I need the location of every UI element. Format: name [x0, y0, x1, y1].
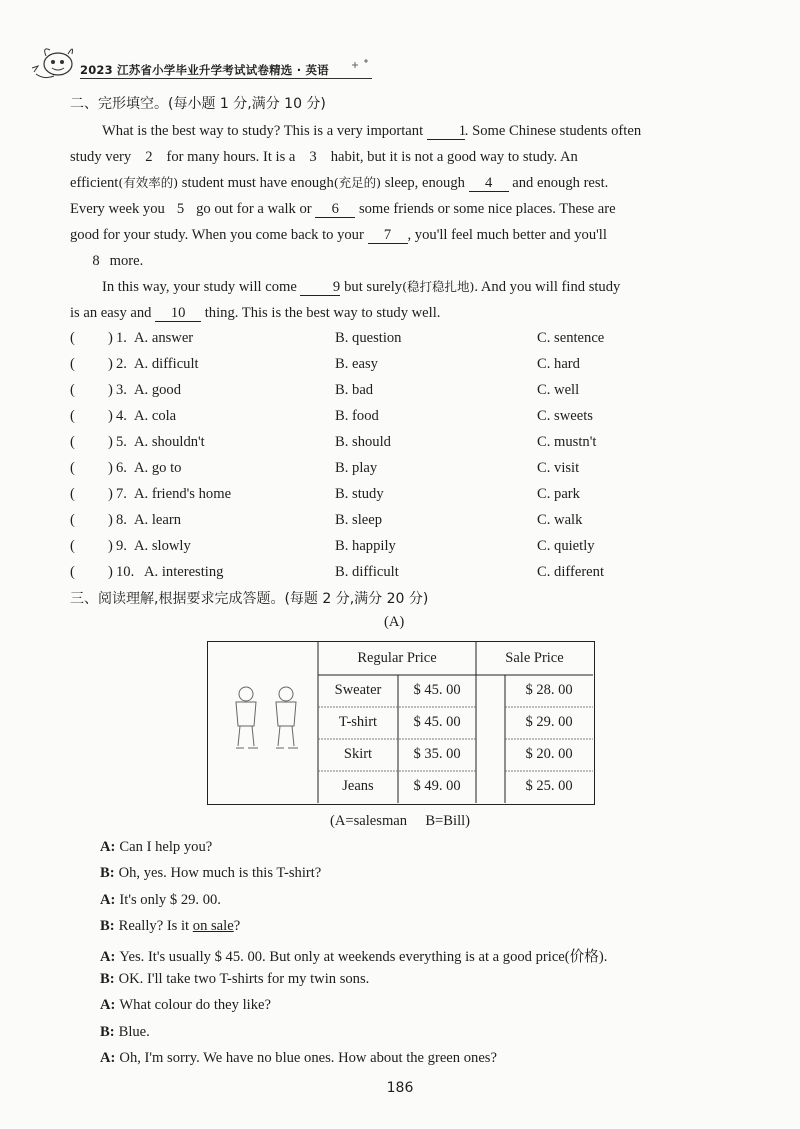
option-a: A. go to: [134, 460, 182, 476]
answer-paren-close: ): [108, 460, 113, 476]
option-c: C. park: [537, 486, 580, 502]
speaker-label: B:: [100, 865, 115, 882]
dialog-text: Oh, yes. How much is this T-shirt?: [118, 865, 322, 882]
option-b: B. study: [335, 486, 384, 502]
option-c: C. hard: [537, 356, 580, 372]
answer-paren-open: (: [70, 434, 75, 450]
answer-paren-close: ): [108, 538, 113, 554]
option-a: A. interesting: [144, 564, 224, 580]
question-number: 9.: [116, 538, 127, 554]
option-b: B. should: [335, 434, 391, 450]
kids-illustration: [236, 687, 298, 748]
blank-3: 3: [309, 149, 317, 165]
option-b: B. sleep: [335, 512, 383, 528]
speaker-label: A:: [100, 1050, 116, 1067]
option-b: B. happily: [335, 538, 396, 554]
item-name: Jeans: [342, 778, 374, 794]
sale-price: $ 20. 00: [525, 746, 573, 762]
dialog-line: [100, 945, 607, 966]
passage-line-4: Every week you 5 go out for a walk or 6 some friends or some nice places. These are: [70, 201, 616, 217]
option-a: A. answer: [134, 330, 194, 346]
answer-paren-close: ): [108, 486, 113, 502]
page-header: [28, 38, 378, 86]
dialog-line: [100, 997, 271, 1014]
passage-line-5: good for your study. When you come back to your 7 , you'll feel much better and you'll: [70, 227, 607, 243]
question-row: [70, 564, 750, 590]
speaker-label: A:: [100, 948, 116, 965]
blank-8: 8: [92, 253, 100, 269]
speaker-label: A:: [100, 891, 116, 908]
question-row: [70, 460, 750, 486]
question-number: 8.: [116, 512, 127, 528]
option-a: A. cola: [134, 408, 177, 424]
answer-paren-open: (: [70, 512, 75, 528]
option-c: C. sentence: [537, 330, 605, 346]
question-number: 4.: [116, 408, 127, 424]
question-row: [70, 434, 750, 460]
option-c: C. visit: [537, 460, 580, 476]
regular-price: $ 35. 00: [413, 746, 461, 762]
decorative-sparkle-icon: [348, 55, 378, 75]
answer-paren-close: ): [108, 356, 113, 372]
option-c: C. mustn't: [537, 434, 597, 450]
option-c: C. walk: [537, 512, 583, 528]
dialog-line: [100, 1024, 150, 1041]
answer-paren-close: ): [108, 434, 113, 450]
answer-paren-open: (: [70, 486, 75, 502]
blank-10: 10: [155, 305, 201, 322]
question-number: 7.: [116, 486, 127, 502]
sale-price: $ 29. 00: [525, 714, 573, 730]
passage-label: (A): [384, 614, 405, 630]
sale-price: $ 28. 00: [525, 682, 573, 698]
blank-5: 5: [176, 201, 185, 217]
question-number: 10.: [116, 564, 135, 580]
item-name: T-shirt: [338, 714, 378, 730]
header-title: 2023 江苏省小学毕业升学考试试卷精选 · 英语: [80, 63, 329, 77]
speaker-label: B:: [100, 1023, 115, 1040]
dialog-text: Yes. It's usually $ 45. 00. But only at weekends everything is at a good price(价格).: [119, 948, 608, 965]
page-number: 186: [386, 1080, 414, 1096]
dialog-text: Really? Is it: [118, 918, 193, 935]
blank-2: 2: [145, 149, 153, 165]
answer-paren-open: (: [70, 382, 75, 398]
answer-paren-close: ): [108, 564, 113, 580]
dialog-text: It's only $ 29. 00.: [119, 891, 221, 908]
answer-paren-close: ): [108, 382, 113, 398]
option-b: B. difficult: [335, 564, 399, 580]
sale-price-header: Sale Price: [505, 650, 564, 666]
passage-line-6: 8 more.: [70, 248, 738, 274]
answer-paren-open: (: [70, 564, 75, 580]
option-c: C. sweets: [537, 408, 593, 424]
question-row: [70, 356, 750, 382]
question-row: [70, 538, 750, 564]
option-a: A. friend's home: [134, 486, 232, 502]
blank-4: 4: [469, 175, 509, 192]
dialog-line: [100, 865, 321, 882]
blank-7: 7: [368, 227, 408, 244]
header-rule: [80, 78, 372, 79]
blank-9: 9: [300, 279, 340, 296]
option-c: C. different: [537, 564, 605, 580]
question-row: [70, 512, 750, 538]
cloze-passage: [70, 118, 738, 326]
section2-title: 二、完形填空。(每小题 1 分,满分 10 分): [70, 96, 326, 112]
passage-line-2: study very 2 for many hours. It is a 3 habit, but it is not a good way to study. An: [70, 149, 578, 165]
blank-6: 6: [315, 201, 355, 218]
speaker-label: B:: [100, 971, 115, 987]
question-number: 6.: [116, 460, 127, 476]
dialog-text: Can I help you?: [119, 839, 213, 855]
option-c: C. well: [537, 382, 580, 398]
passage-line-3: efficient(有效率的) student must have enough(充足的) sleep, enough 4 and enough rest.: [70, 175, 609, 191]
dialog-tail: ?: [233, 918, 241, 935]
underlined-phrase: on sale: [192, 918, 234, 935]
answer-paren-open: (: [70, 330, 75, 346]
dialog-text: Blue.: [118, 1023, 150, 1040]
answer-paren-open: (: [70, 356, 75, 372]
passage-line-8: is an easy and 10 thing. This is the best way to study well.: [70, 305, 441, 321]
question-row: [70, 330, 750, 356]
answer-paren-open: (: [70, 460, 75, 476]
answer-paren-close: ): [108, 512, 113, 528]
dialog-line: [100, 918, 240, 935]
option-a: A. slowly: [134, 538, 191, 554]
answer-paren-open: (: [70, 408, 75, 424]
option-a: A. learn: [134, 512, 182, 528]
question-number: 5.: [116, 434, 127, 450]
dialog-line: [100, 839, 212, 856]
option-a: A. shouldn't: [134, 434, 205, 450]
question-number: 1.: [116, 330, 127, 346]
blank-1: 1: [427, 123, 465, 140]
regular-price: $ 49. 00: [413, 778, 461, 794]
item-name: Skirt: [343, 746, 373, 762]
question-number: 3.: [116, 382, 127, 398]
question-row: [70, 382, 750, 408]
speaker-label: A:: [100, 839, 116, 855]
item-name: Sweater: [334, 682, 382, 698]
answer-paren-close: ): [108, 330, 113, 346]
passage-line-1: What is the best way to study? This is a very important 1. Some Chinese students often: [102, 123, 642, 139]
dialog-line: [100, 1050, 497, 1067]
regular-price: $ 45. 00: [413, 714, 461, 730]
option-a: A. good: [134, 382, 182, 398]
answer-paren-close: ): [108, 408, 113, 424]
option-b: B. bad: [335, 382, 374, 398]
option-b: B. food: [335, 408, 379, 424]
regular-price: $ 45. 00: [413, 682, 461, 698]
speaker-label: B:: [100, 918, 115, 935]
option-c: C. quietly: [537, 538, 595, 554]
dialog-text: Oh, I'm sorry. We have no blue ones. How about the green ones?: [119, 1050, 497, 1067]
option-b: B. question: [335, 330, 402, 346]
section3-title: 三、阅读理解,根据要求完成答题。(每题 2 分,满分 20 分): [70, 591, 429, 607]
cartoon-logo-icon: [28, 38, 84, 84]
option-a: A. difficult: [134, 356, 199, 372]
question-row: [70, 486, 750, 512]
question-number: 2.: [116, 356, 127, 372]
speaker-label: A:: [100, 997, 116, 1014]
price-table: [207, 641, 595, 805]
dialog-line: [100, 892, 221, 909]
option-b: B. easy: [335, 356, 378, 372]
answer-paren-open: (: [70, 538, 75, 554]
dialog-caption: (A=salesman B=Bill): [329, 813, 471, 829]
question-row: [70, 408, 750, 434]
regular-price-header: Regular Price: [357, 650, 437, 666]
sale-price: $ 25. 00: [525, 778, 573, 794]
dialog-line: [100, 971, 369, 988]
option-b: B. play: [335, 460, 378, 476]
passage-line-7: In this way, your study will come 9 but surely(稳打稳扎地). And you will find study: [102, 279, 621, 295]
dialog-text: OK. I'll take two T-shirts for my twin sons.: [118, 971, 370, 987]
dialog-text: What colour do they like?: [119, 997, 271, 1014]
